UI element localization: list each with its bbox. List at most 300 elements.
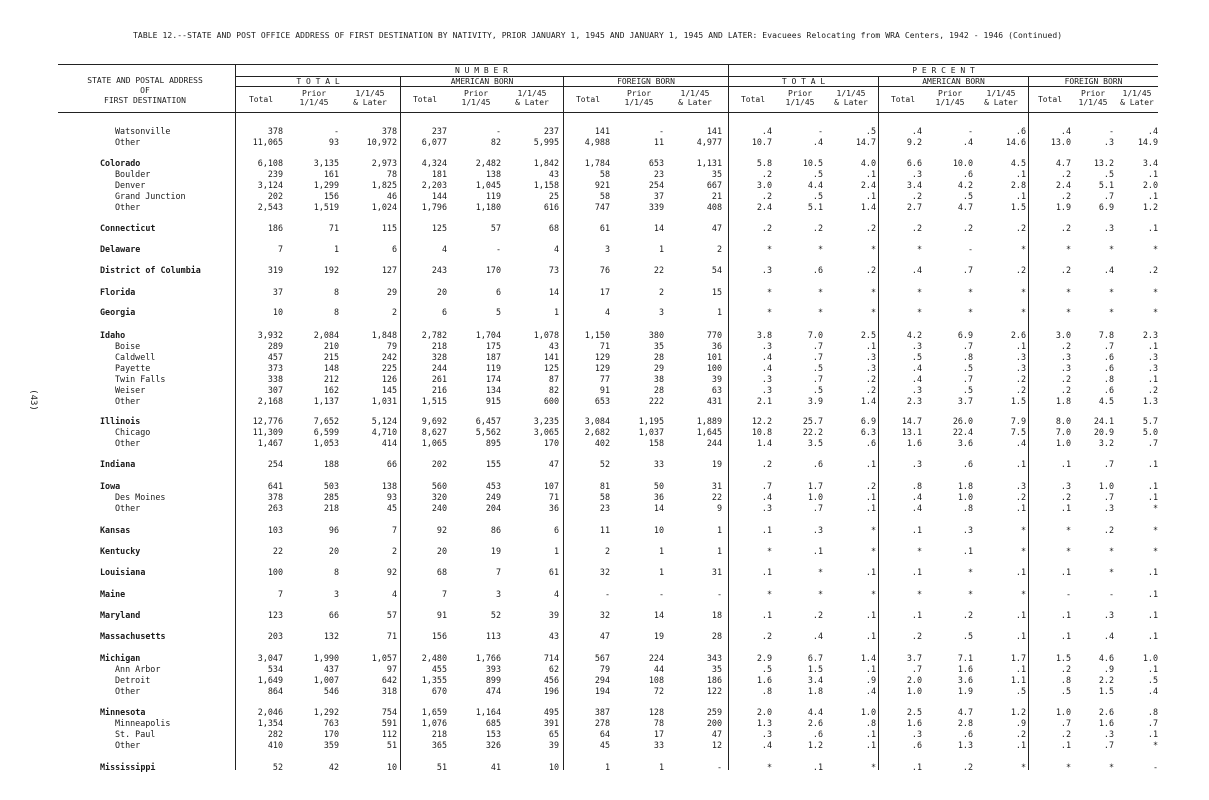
table-cell: .8 [962,352,973,362]
table-cell: 1.5 [807,664,823,674]
table-cell: .2 [1060,265,1071,275]
table-cell: 1.4 [860,202,876,212]
table-cell: 43 [548,631,559,641]
table-cell: .1 [1147,459,1158,469]
row-label: Delaware [100,244,141,254]
table-cell: .3 [1015,481,1026,491]
rule [58,112,1158,113]
table-cell: 1.8 [807,686,823,696]
table-cell: 2.5 [906,707,922,717]
table-row [0,180,1209,190]
table-cell: 25.7 [802,416,823,426]
table-cell: 29 [386,287,397,297]
table-cell: .2 [911,191,922,201]
table-cell: 8 [333,287,339,297]
group-header: AMERICAN BORN [922,77,985,86]
table-cell: 3.0 [1055,330,1071,340]
table-cell: 503 [323,481,339,491]
row-label: Massachusetts [100,631,166,641]
table-cell: * [870,244,876,254]
table-cell: - [716,589,722,599]
table-cell: 1,515 [421,396,447,406]
row-label: Detroit [115,675,151,685]
table-cell: .1 [865,740,876,750]
table-cell: 1 [658,567,664,577]
table-cell: 6.9 [957,330,973,340]
table-cell: .4 [962,137,973,147]
table-cell: * [1065,307,1071,317]
table-cell: 560 [431,481,447,491]
table-cell: .2 [1060,374,1071,384]
table-cell: 3.0 [756,180,772,190]
table-cell: 2.2 [1098,675,1114,685]
table-cell: 218 [323,503,339,513]
table-cell: 10.7 [751,137,772,147]
table-row [0,762,1209,772]
row-label: Other [115,137,141,147]
table-cell: 138 [381,481,397,491]
col-header-later [976,89,1026,107]
table-cell: * [1065,762,1071,772]
group-header: T O T A L [296,77,340,86]
table-cell: 4.7 [1055,158,1071,168]
table-cell: * [1152,244,1158,254]
table-cell: 7 [441,589,447,599]
table-cell: .1 [1147,664,1158,674]
table-cell: 4.6 [1098,653,1114,663]
table-cell: 6.7 [807,653,823,663]
table-cell: 39 [548,610,559,620]
table-cell: 72 [653,686,664,696]
table-cell: .1 [865,610,876,620]
table-cell: 1.8 [957,481,973,491]
col-header-total: Total [575,95,601,104]
table-cell: 36 [548,503,559,513]
table-cell: 1,180 [475,202,501,212]
table-cell: .8 [1103,374,1114,384]
table-cell: .3 [911,385,922,395]
table-cell: 153 [485,729,501,739]
table-cell: .1 [911,610,922,620]
table-cell: .5 [911,352,922,362]
table-cell: 2.4 [756,202,772,212]
row-label: Georgia [100,307,136,317]
table-cell: 155 [485,459,501,469]
table-cell: 47 [711,223,722,233]
table-cell: 112 [381,729,397,739]
table-row [0,740,1209,750]
table-cell: .2 [812,610,823,620]
table-cell: 2.5 [860,330,876,340]
table-cell: 188 [323,459,339,469]
table-cell: 410 [267,740,283,750]
table-cell: .2 [962,762,973,772]
table-cell: 82 [490,137,501,147]
table-row [0,675,1209,685]
table-cell: 3,124 [257,180,283,190]
table-cell: .6 [865,438,876,448]
table-cell: 13.0 [1050,137,1071,147]
table-cell: 28 [711,631,722,641]
table-cell: 35 [711,664,722,674]
row-label: Ann Arbor [115,664,161,674]
col-header-total: Total [248,95,274,104]
table-cell: 1.6 [957,664,973,674]
table-cell: .9 [865,675,876,685]
table-cell: 51 [386,740,397,750]
row-label: Payette [115,363,151,373]
row-label: Twin Falls [115,374,166,384]
table-cell: .1 [1060,740,1071,750]
row-label: Grand Junction [115,191,186,201]
table-cell: 1,519 [313,202,339,212]
table-cell: 1,645 [696,427,722,437]
table-cell: 22 [272,546,283,556]
table-cell: .9 [1015,718,1026,728]
table-cell: .2 [1060,169,1071,179]
table-row [0,686,1209,696]
table-cell: 1 [553,307,559,317]
table-cell: 14.7 [901,416,922,426]
table-cell: .2 [1147,265,1158,275]
table-cell: .2 [1060,492,1071,502]
table-cell: 7.5 [1010,427,1026,437]
table-cell: 4.5 [1010,158,1026,168]
table-cell: 148 [323,363,339,373]
table-cell: 79 [599,664,610,674]
table-row [0,307,1209,317]
table-cell: .1 [1147,481,1158,491]
table-cell: 1.4 [860,653,876,663]
table-cell: 1.0 [906,686,922,696]
table-cell: * [916,244,922,254]
table-cell: 431 [706,396,722,406]
table-cell: 343 [706,653,722,663]
table-cell: .3 [911,459,922,469]
table-cell: 47 [711,729,722,739]
table-cell: 294 [594,675,610,685]
table-cell: 899 [485,675,501,685]
table-cell: .4 [1147,126,1158,136]
table-cell: 4,988 [584,137,610,147]
table-cell: 653 [648,158,664,168]
table-cell: 9,692 [421,416,447,426]
table-cell: .7 [812,374,823,384]
table-cell: 91 [599,385,610,395]
stub-header-line: STATE AND POSTAL ADDRESS [87,76,203,85]
table-cell: 921 [594,180,610,190]
table-cell: .2 [962,223,973,233]
table-cell: 61 [548,567,559,577]
table-cell: 218 [431,729,447,739]
table-cell: 38 [653,374,664,384]
table-cell: 47 [599,631,610,641]
table-cell: 2,168 [257,396,283,406]
table-cell: .2 [865,223,876,233]
table-cell: 1.5 [1010,202,1026,212]
table-cell: 1 [658,762,664,772]
col-header-line: Prior [301,89,327,98]
table-cell: 1,292 [313,707,339,717]
table-cell: 203 [267,631,283,641]
table-cell: 1,889 [696,416,722,426]
table-cell: 1.2 [807,740,823,750]
table-cell: 3.7 [957,396,973,406]
table-cell: * [766,244,772,254]
table-cell: 6 [495,287,501,297]
table-cell: 5.1 [1098,180,1114,190]
table-cell: .1 [812,762,823,772]
table-cell: .2 [1060,729,1071,739]
table-cell: .1 [1147,492,1158,502]
table-cell: 10 [272,307,283,317]
table-cell: 6.3 [860,427,876,437]
table-cell: 14 [653,223,664,233]
table-cell: 129 [594,352,610,362]
stub-header-line: FIRST DESTINATION [104,96,186,105]
table-cell: 113 [485,631,501,641]
row-label: Caldwell [115,352,156,362]
table-cell: 4.7 [957,707,973,717]
row-label: Des Moines [115,492,166,502]
table-cell: .2 [1060,191,1071,201]
table-cell: 3,065 [533,427,559,437]
table-cell: 9.2 [906,137,922,147]
table-cell: .1 [1060,567,1071,577]
table-cell: 2.0 [906,675,922,685]
col-header-line: & Later [353,98,387,107]
table-cell: 6 [553,525,559,535]
table-cell: 6.6 [906,158,922,168]
table-cell: 92 [436,525,447,535]
col-header-prior [777,89,823,107]
table-cell: * [916,589,922,599]
table-cell: 1.1 [1010,675,1026,685]
table-cell: .5 [962,385,973,395]
table-cell: 26.0 [952,416,973,426]
table-cell: .1 [865,567,876,577]
table-cell: 320 [431,492,447,502]
table-cell: .3 [1103,503,1114,513]
table-cell: .5 [962,631,973,641]
table-cell: - [967,126,973,136]
table-cell: 1 [658,244,664,254]
table-cell: 1.0 [860,707,876,717]
table-cell: 3.5 [807,438,823,448]
table-cell: 4.4 [807,707,823,717]
table-cell: 101 [706,352,722,362]
col-header-total: Total [412,95,438,104]
table-cell: .2 [761,459,772,469]
col-header-line: 1/1/45 [836,89,866,98]
table-cell: .2 [1103,525,1114,535]
table-cell: 685 [485,718,501,728]
table-cell: 61 [599,223,610,233]
table-cell: .5 [865,126,876,136]
table-row [0,169,1209,179]
row-label: Other [115,503,141,513]
table-cell: .2 [761,223,772,233]
table-cell: 437 [323,664,339,674]
table-cell: 453 [485,481,501,491]
table-cell: .1 [1147,729,1158,739]
table-cell: 1,299 [313,180,339,190]
table-cell: 107 [543,481,559,491]
row-label: Boise [115,341,141,351]
table-cell: 3,135 [313,158,339,168]
table-cell: * [1065,546,1071,556]
table-cell: 408 [706,202,722,212]
table-cell: 3,084 [584,416,610,426]
table-cell: .4 [812,137,823,147]
table-cell: 2.6 [1098,707,1114,717]
col-header-line: & Later [984,98,1018,107]
table-cell: 224 [648,653,664,663]
table-cell: 1 [716,546,722,556]
table-cell: 175 [485,341,501,351]
table-cell: 378 [267,492,283,502]
col-header-later [343,89,397,107]
table-cell: 642 [381,675,397,685]
table-cell: .4 [761,740,772,750]
table-cell: * [967,567,973,577]
table-cell: .1 [1015,191,1026,201]
table-cell: 134 [485,385,501,395]
table-cell: 66 [328,610,339,620]
table-cell: 22 [653,265,664,275]
table-cell: 6,457 [475,416,501,426]
table-cell: 45 [599,740,610,750]
table-cell: 378 [267,126,283,136]
table-cell: .3 [1103,137,1114,147]
table-row [0,610,1209,620]
table-cell: 7 [277,244,283,254]
table-cell: 31 [711,481,722,491]
table-cell: 8,627 [421,427,447,437]
table-cell: 4.4 [807,180,823,190]
table-cell: .8 [911,481,922,491]
table-cell: 915 [485,396,501,406]
table-row [0,223,1209,233]
table-row [0,202,1209,212]
table-cell: .2 [1015,385,1026,395]
table-cell: 170 [543,438,559,448]
table-cell: 125 [543,363,559,373]
row-label: Other [115,396,141,406]
table-row [0,137,1209,147]
table-cell: 6 [441,307,447,317]
table-cell: .3 [761,729,772,739]
table-cell: 23 [653,169,664,179]
table-cell: * [1152,740,1158,750]
table-cell: 79 [386,341,397,351]
col-header-later [505,89,559,107]
table-cell: 307 [267,385,283,395]
table-cell: .1 [1147,374,1158,384]
table-cell: 1,766 [475,653,501,663]
table-cell: .3 [865,352,876,362]
table-cell: .7 [1060,718,1071,728]
table-cell: 20 [436,546,447,556]
table-cell: 391 [543,718,559,728]
table-cell: 58 [599,191,610,201]
row-label: Louisiana [100,567,146,577]
table-cell: 31 [711,567,722,577]
table-cell: .3 [865,363,876,373]
col-header-line: 1/1/45 [1078,98,1108,107]
table-cell: 108 [648,675,664,685]
table-cell: 1.4 [756,438,772,448]
table-cell: .6 [962,459,973,469]
row-label: Kansas [100,525,131,535]
table-cell: .5 [1060,686,1071,696]
table-cell: 5.0 [1142,427,1158,437]
table-cell: 1 [716,307,722,317]
table-cell: .1 [761,610,772,620]
table-cell: 161 [323,169,339,179]
table-cell: .1 [1147,191,1158,201]
table-row [0,341,1209,351]
table-cell: 457 [267,352,283,362]
table-cell: 3 [604,244,610,254]
table-cell: 10 [386,762,397,772]
table-row [0,158,1209,168]
table-cell: .3 [911,169,922,179]
table-cell: 97 [386,664,397,674]
table-cell: .2 [1147,385,1158,395]
table-cell: 1.6 [756,675,772,685]
table-cell: - [716,762,722,772]
table-cell: 254 [648,180,664,190]
table-cell: 5,995 [533,137,559,147]
table-cell: 6.9 [860,416,876,426]
table-cell: .4 [812,631,823,641]
table-row [0,459,1209,469]
table-cell: .3 [1103,729,1114,739]
table-cell: 4.2 [957,180,973,190]
table-cell: 7.8 [1098,330,1114,340]
table-cell: .1 [1060,631,1071,641]
table-row [0,265,1209,275]
table-cell: * [870,525,876,535]
table-cell: 174 [485,374,501,384]
col-header-line: 1/1/45 [1122,89,1152,98]
table-cell: 1,649 [257,675,283,685]
table-cell: 14.7 [855,137,876,147]
table-cell: .2 [865,374,876,384]
table-cell: 78 [653,718,664,728]
table-cell: .1 [812,546,823,556]
table-cell: .1 [865,503,876,513]
table-row [0,191,1209,201]
table-cell: 239 [267,169,283,179]
table-cell: .3 [761,265,772,275]
table-cell: 10.5 [802,158,823,168]
table-cell: .1 [761,525,772,535]
table-cell: 2,084 [313,330,339,340]
table-cell: .1 [1147,631,1158,641]
table-cell: .6 [812,729,823,739]
col-header-line: & Later [515,98,549,107]
row-label: Other [115,438,141,448]
table-cell: 5 [495,307,501,317]
table-cell: 2.4 [860,180,876,190]
table-cell: .2 [812,223,823,233]
table-cell: - [495,126,501,136]
table-cell: 242 [381,352,397,362]
table-cell: .7 [911,664,922,674]
table-cell: * [967,287,973,297]
